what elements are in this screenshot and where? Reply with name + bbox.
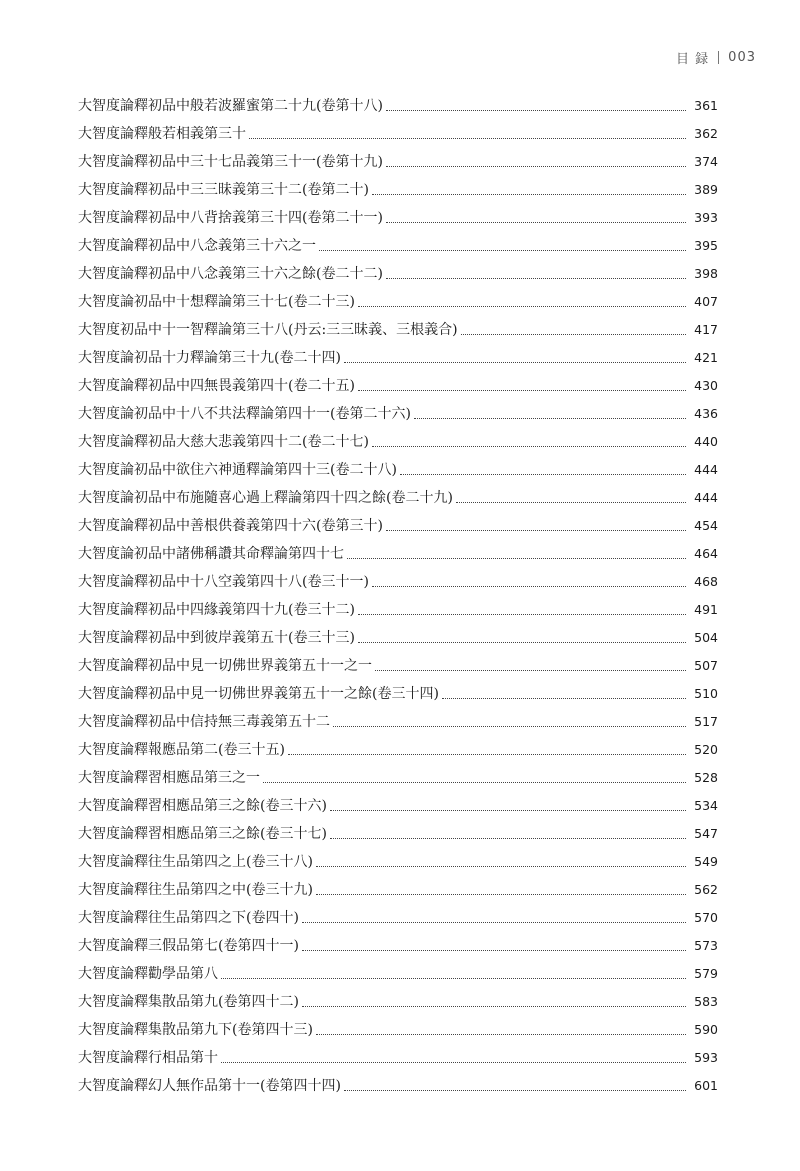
- toc-entry: [78, 171, 718, 199]
- toc-entry-page: 491: [694, 602, 718, 617]
- toc-entry-page: 517: [694, 714, 718, 729]
- table-of-contents: [78, 87, 718, 1095]
- toc-entry: [78, 339, 718, 367]
- dot-leader: [344, 362, 686, 363]
- toc-entry-page: 520: [694, 742, 718, 757]
- toc-entry-page: 444: [694, 490, 718, 505]
- toc-entry-title: 大智度論釋勸學品第八: [78, 966, 218, 982]
- toc-entry-title: 大智度論釋往生品第四之中(卷三十九): [78, 882, 313, 898]
- toc-entry-page: 421: [694, 350, 718, 365]
- toc-entry-title: 大智度論釋初品中到彼岸義第五十(卷三十三): [78, 630, 355, 646]
- toc-entry: [78, 395, 718, 423]
- toc-entry: [78, 955, 718, 983]
- toc-entry-title: 大智度論釋初品中般若波羅蜜第二十九(卷第十八): [78, 98, 383, 114]
- toc-entry: [78, 311, 718, 339]
- page-number: 003: [728, 49, 756, 65]
- running-head: [676, 46, 756, 68]
- toc-entry-page: 389: [694, 182, 718, 197]
- dot-leader: [400, 474, 686, 475]
- toc-entry-page: 395: [694, 238, 718, 253]
- dot-leader: [319, 250, 686, 251]
- dot-leader: [386, 530, 686, 531]
- toc-entry-title: 大智度論釋集散品第九下(卷第四十三): [78, 1022, 313, 1038]
- toc-entry: [78, 927, 718, 955]
- dot-leader: [442, 698, 686, 699]
- dot-leader: [347, 558, 686, 559]
- dot-leader: [302, 1006, 686, 1007]
- toc-entry-title: 大智度論釋往生品第四之上(卷三十八): [78, 854, 313, 870]
- dot-leader: [330, 838, 686, 839]
- dot-leader: [386, 278, 686, 279]
- toc-entry-title: 大智度論釋般若相義第三十: [78, 126, 246, 142]
- dot-leader: [414, 418, 686, 419]
- toc-entry-title: 大智度論釋報應品第二(卷三十五): [78, 742, 285, 758]
- dot-leader: [386, 222, 686, 223]
- dot-leader: [358, 614, 686, 615]
- toc-entry-page: 579: [694, 966, 718, 981]
- dot-leader: [316, 1034, 686, 1035]
- dot-leader: [386, 166, 686, 167]
- toc-entry-page: 504: [694, 630, 718, 645]
- toc-entry-title: 大智度論釋習相應品第三之餘(卷三十七): [78, 826, 327, 842]
- toc-entry-title: 大智度論初品中十八不共法釋論第四十一(卷第二十六): [78, 406, 411, 422]
- dot-leader: [330, 810, 686, 811]
- toc-entry-page: 570: [694, 910, 718, 925]
- dot-leader: [263, 782, 686, 783]
- header-divider: [718, 51, 719, 64]
- toc-entry: [78, 227, 718, 255]
- dot-leader: [372, 446, 686, 447]
- toc-entry: [78, 787, 718, 815]
- dot-leader: [302, 950, 686, 951]
- toc-entry-page: 430: [694, 378, 718, 393]
- toc-entry: [78, 199, 718, 227]
- dot-leader: [372, 586, 686, 587]
- toc-entry: [78, 367, 718, 395]
- dot-leader: [386, 110, 686, 111]
- toc-entry: [78, 479, 718, 507]
- toc-entry-page: 507: [694, 658, 718, 673]
- toc-entry: [78, 451, 718, 479]
- toc-entry: [78, 731, 718, 759]
- toc-entry-title: 大智度論釋初品中見一切佛世界義第五十一之餘(卷三十四): [78, 686, 439, 702]
- toc-entry: [78, 899, 718, 927]
- toc-entry: [78, 983, 718, 1011]
- toc-entry: [78, 703, 718, 731]
- toc-entry: [78, 647, 718, 675]
- dot-leader: [375, 670, 686, 671]
- toc-entry-page: 393: [694, 210, 718, 225]
- toc-entry: [78, 619, 718, 647]
- toc-entry-title: 大智度論釋初品中十八空義第四十八(卷三十一): [78, 574, 369, 590]
- toc-entry: [78, 115, 718, 143]
- toc-entry-title: 大智度論釋三假品第七(卷第四十一): [78, 938, 299, 954]
- toc-entry-page: 562: [694, 882, 718, 897]
- toc-entry-title: 大智度論釋初品中見一切佛世界義第五十一之一: [78, 658, 372, 674]
- toc-entry-page: 601: [694, 1078, 718, 1093]
- toc-entry: [78, 1039, 718, 1067]
- toc-entry-page: 464: [694, 546, 718, 561]
- toc-entry-page: 468: [694, 574, 718, 589]
- dot-leader: [302, 922, 686, 923]
- toc-entry: [78, 843, 718, 871]
- toc-entry-page: 444: [694, 462, 718, 477]
- toc-entry: [78, 255, 718, 283]
- toc-entry-page: 436: [694, 406, 718, 421]
- toc-entry-page: 407: [694, 294, 718, 309]
- dot-leader: [456, 502, 686, 503]
- toc-entry-page: 361: [694, 98, 718, 113]
- toc-entry-title: 大智度論釋初品中信持無三毒義第五十二: [78, 714, 330, 730]
- toc-entry-title: 大智度論釋初品中善根供養義第四十六(卷第三十): [78, 518, 383, 534]
- toc-entry: [78, 507, 718, 535]
- toc-entry-page: 583: [694, 994, 718, 1009]
- toc-entry: [78, 815, 718, 843]
- toc-entry-title: 大智度論初品中布施隨喜心過上釋論第四十四之餘(卷二十九): [78, 490, 453, 506]
- dot-leader: [288, 754, 686, 755]
- toc-entry: [78, 759, 718, 787]
- toc-entry-page: 590: [694, 1022, 718, 1037]
- dot-leader: [344, 1090, 686, 1091]
- toc-entry: [78, 423, 718, 451]
- toc-entry-title: 大智度論釋集散品第九(卷第四十二): [78, 994, 299, 1010]
- toc-entry-title: 大智度論釋初品中八念義第三十六之一: [78, 238, 316, 254]
- dot-leader: [249, 138, 686, 139]
- toc-entry-title: 大智度論初品十力釋論第三十九(卷二十四): [78, 350, 341, 366]
- toc-entry-page: 398: [694, 266, 718, 281]
- toc-entry: [78, 563, 718, 591]
- toc-entry: [78, 591, 718, 619]
- toc-entry-page: 593: [694, 1050, 718, 1065]
- toc-entry: [78, 143, 718, 171]
- dot-leader: [316, 894, 686, 895]
- toc-entry-title: 大智度論釋初品大慈大悲義第四十二(卷二十七): [78, 434, 369, 450]
- toc-entry-page: 547: [694, 826, 718, 841]
- toc-entry-title: 大智度論釋初品中八背捨義第三十四(卷第二十一): [78, 210, 383, 226]
- toc-entry-page: 549: [694, 854, 718, 869]
- dot-leader: [358, 306, 686, 307]
- toc-entry-title: 大智度論釋往生品第四之下(卷四十): [78, 910, 299, 926]
- toc-entry-title: 大智度論初品中十想釋論第三十七(卷二十三): [78, 294, 355, 310]
- toc-entry: [78, 283, 718, 311]
- toc-entry-page: 534: [694, 798, 718, 813]
- toc-entry-title: 大智度論釋初品中八念義第三十六之餘(卷二十二): [78, 266, 383, 282]
- toc-entry-page: 440: [694, 434, 718, 449]
- toc-entry: [78, 535, 718, 563]
- dot-leader: [221, 978, 686, 979]
- dot-leader: [316, 866, 686, 867]
- toc-entry: [78, 675, 718, 703]
- toc-entry-page: 528: [694, 770, 718, 785]
- toc-entry-title: 大智度論釋行相品第十: [78, 1050, 218, 1066]
- toc-entry: [78, 1067, 718, 1095]
- toc-entry-title: 大智度論釋習相應品第三之餘(卷三十六): [78, 798, 327, 814]
- toc-entry: [78, 1011, 718, 1039]
- toc-entry-title: 大智度初品中十一智釋論第三十八(丹云:三三昧義、三根義合): [78, 322, 458, 338]
- dot-leader: [461, 334, 686, 335]
- toc-entry-title: 大智度論釋幻人無作品第十一(卷第四十四): [78, 1078, 341, 1094]
- toc-entry-title: 大智度論釋初品中三三昧義第三十二(卷第二十): [78, 182, 369, 198]
- toc-entry-page: 374: [694, 154, 718, 169]
- dot-leader: [358, 390, 686, 391]
- dot-leader: [221, 1062, 686, 1063]
- dot-leader: [372, 194, 686, 195]
- toc-entry-title: 大智度論釋習相應品第三之一: [78, 770, 260, 786]
- section-title: 目 録: [676, 51, 710, 67]
- toc-entry: [78, 871, 718, 899]
- toc-entry-title: 大智度論釋初品中四緣義第四十九(卷三十二): [78, 602, 355, 618]
- toc-entry-page: 362: [694, 126, 718, 141]
- toc-entry-title: 大智度論初品中諸佛稱讚其命釋論第四十七: [78, 546, 344, 562]
- toc-entry: [78, 87, 718, 115]
- toc-entry-page: 510: [694, 686, 718, 701]
- toc-entry-page: 454: [694, 518, 718, 533]
- dot-leader: [358, 642, 686, 643]
- dot-leader: [333, 726, 686, 727]
- toc-entry-page: 573: [694, 938, 718, 953]
- toc-entry-title: 大智度論釋初品中四無畏義第四十(卷二十五): [78, 378, 355, 394]
- toc-entry-title: 大智度論釋初品中三十七品義第三十一(卷第十九): [78, 154, 383, 170]
- toc-entry-title: 大智度論初品中欲住六神通釋論第四十三(卷二十八): [78, 462, 397, 478]
- toc-entry-page: 417: [694, 322, 718, 337]
